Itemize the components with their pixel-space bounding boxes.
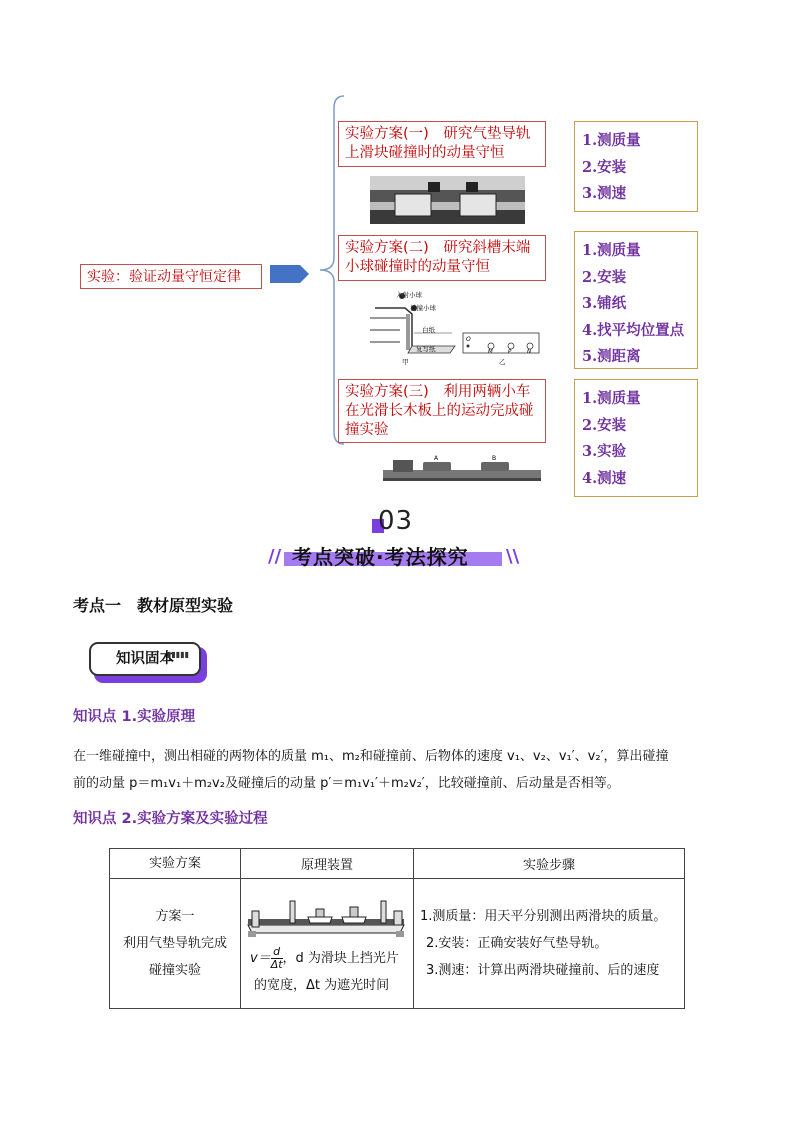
branch-2-steps bbox=[574, 231, 698, 369]
kp1-line-2: 前的动量 p＝m₁v₁＋m₂v₂及碰撞后的动量 p′＝m₁v₁′＋m₂v₂′，比较碰撞前、后动量是否相等。 bbox=[73, 776, 620, 791]
label-yi: 乙 bbox=[499, 358, 506, 366]
step-item: 3.实验 bbox=[582, 443, 627, 460]
scheme-cell bbox=[110, 879, 241, 1009]
label-P: P bbox=[508, 349, 512, 355]
step-item: 1.测质量 bbox=[582, 390, 641, 407]
label-in-ball: 入射小球 bbox=[396, 291, 422, 299]
point-title: 考点一 教材原型实验 bbox=[73, 596, 234, 615]
experiment-table bbox=[109, 848, 685, 1009]
badge-dots-icon: ▮▮▮▮▮ bbox=[167, 650, 190, 659]
incline-apparatus-figure bbox=[370, 288, 545, 366]
step-item: 1.测质量 bbox=[582, 242, 641, 259]
kp1-line-1: 在一维碰撞中，测出相碰的两物体的质量 m₁、m₂和碰撞前、后物体的速度 v₁、v₂、v₁′、v₂′，算出碰撞 bbox=[73, 749, 669, 764]
label-N: N bbox=[527, 349, 532, 355]
table-step: 2.安装：正确安装好气垫导轨。 bbox=[426, 936, 608, 951]
slash-left-icon: // bbox=[268, 546, 282, 567]
branch-3-title: 实验方案(三) 利用两辆小车在光滑长木板上的运动完成碰撞实验 bbox=[345, 384, 534, 438]
branch-1-box bbox=[338, 121, 546, 167]
label-cart-A: A bbox=[434, 455, 439, 462]
section-title: 考点突破·考法探究 bbox=[292, 545, 469, 569]
header-steps: 实验步骤 bbox=[414, 849, 685, 879]
label-O: O bbox=[466, 336, 471, 343]
header-apparatus: 原理装置 bbox=[241, 849, 414, 879]
branch-3-steps bbox=[574, 379, 698, 497]
step-item: 4.测速 bbox=[582, 469, 627, 487]
airtrack-diagram-icon bbox=[244, 895, 412, 943]
formula-line-1: v＝ $\frac{d}{\Delta t}$ ，d 为滑块上挡光片 bbox=[250, 944, 399, 971]
step-item: 2.安装 bbox=[582, 158, 627, 176]
step-item: 5.测距离 bbox=[582, 348, 641, 365]
branch-2-box bbox=[338, 235, 546, 281]
branch-1-steps bbox=[574, 121, 698, 212]
table-step: 1.测质量：用天平分别测出两滑块的质量。 bbox=[420, 909, 667, 924]
badge-label: 知识固本 bbox=[116, 651, 174, 667]
step-item: 1.测质量 bbox=[582, 132, 641, 149]
scheme-line: 方案一 bbox=[155, 909, 195, 924]
apparatus-cell bbox=[241, 879, 414, 1009]
section-number: 03 bbox=[378, 506, 414, 536]
slash-right-icon: \\ bbox=[506, 546, 520, 567]
label-M: M bbox=[488, 349, 493, 355]
branch-1-title: 实验方案(一) 研究气垫导轨上滑块碰撞时的动量守恒 bbox=[345, 126, 531, 161]
table-step: 3.测速：计算出两滑块碰撞前、后的速度 bbox=[426, 963, 660, 978]
label-cart-B: B bbox=[492, 455, 497, 462]
branch-2-title: 实验方案(二) 研究斜槽末端小球碰撞时的动量守恒 bbox=[345, 240, 531, 275]
step-item: 3.测速 bbox=[582, 185, 627, 202]
step-item: 2.安装 bbox=[582, 416, 627, 434]
scheme-line: 利用气垫导轨完成 bbox=[122, 936, 227, 951]
arrow-right-icon bbox=[270, 265, 309, 283]
formula-line-2: 的宽度，Δt 为遮光时间 bbox=[254, 977, 390, 993]
table-row bbox=[110, 879, 685, 1009]
kp1-title: 知识点 1.实验原理 bbox=[73, 709, 196, 725]
steps-cell bbox=[414, 879, 685, 1009]
table-header-row bbox=[110, 849, 685, 879]
kp2-title: 知识点 2.实验方案及实验过程 bbox=[73, 811, 268, 827]
label-carbon-paper: 复写纸 bbox=[416, 345, 436, 353]
knowledge-badge bbox=[89, 642, 207, 678]
scheme-line: 碰撞实验 bbox=[148, 963, 201, 978]
step-item: 2.安装 bbox=[582, 268, 627, 286]
label-white-paper: 白纸 bbox=[422, 326, 435, 334]
branch-3-box bbox=[338, 379, 546, 443]
fraction: $\frac{d}{\Delta t}$ bbox=[270, 944, 283, 971]
header-scheme: 实验方案 bbox=[110, 849, 241, 879]
label-hit-ball: 被撞小球 bbox=[410, 304, 436, 312]
airtrack-photo-icon bbox=[370, 176, 525, 224]
mindmap-root: 实验：验证动量守恒定律 bbox=[80, 264, 262, 289]
carts-board-photo-icon bbox=[383, 452, 541, 482]
step-item: 3.铺纸 bbox=[582, 295, 627, 312]
label-jia: 甲 bbox=[402, 358, 409, 366]
step-item: 4.找平均位置点 bbox=[582, 321, 685, 339]
kp1-paragraph bbox=[73, 743, 733, 797]
